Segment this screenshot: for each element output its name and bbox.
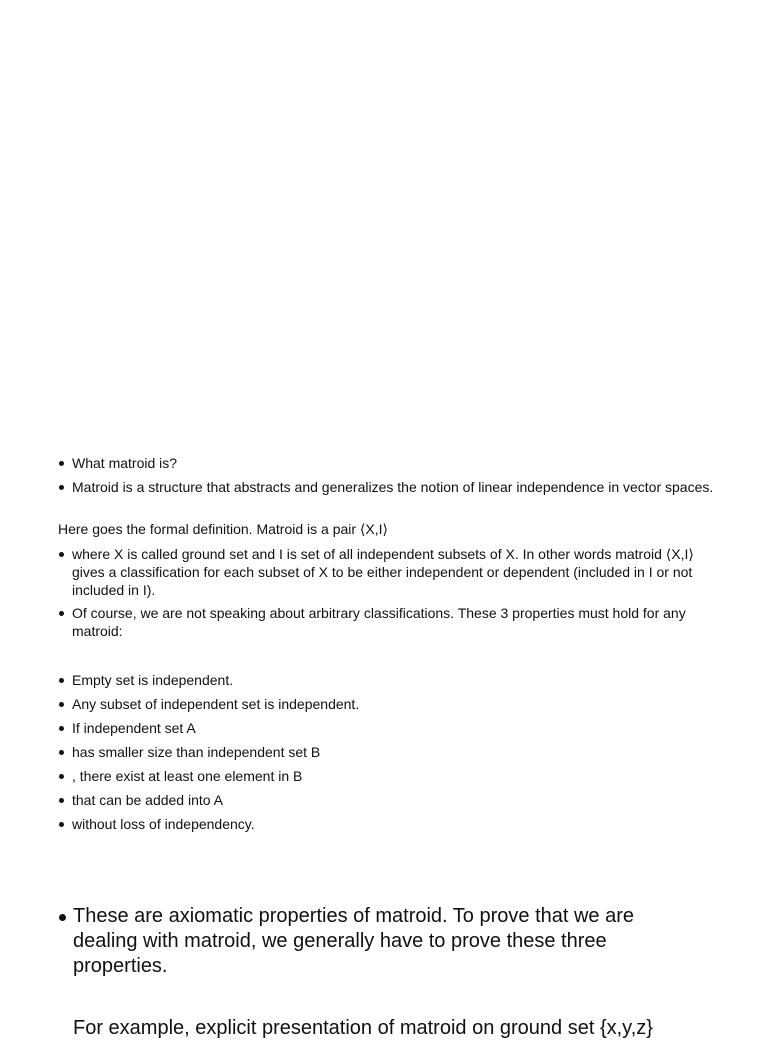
bullet-item-ground-set — [58, 545, 718, 599]
bullet-text: These are axiomatic properties of matroid. To prove that we are dealing with matroid, we generally have to prove these three properties. — [73, 905, 635, 977]
bullet-item-subset — [58, 695, 718, 713]
formal-definition-line: Here goes the formal definition. Matroid is a pair ⟨X,I⟩ — [58, 521, 388, 537]
bullet-text: without loss of independency. — [72, 816, 255, 832]
bullet-item-independency — [58, 815, 718, 833]
bullet-item-element-in-b — [58, 767, 718, 785]
bullet-item-added-into-a — [58, 791, 718, 809]
bullet-item-definition-summary — [58, 478, 718, 496]
bullet-item-smaller-size — [58, 743, 718, 761]
bullet-item-axiomatic-properties — [58, 904, 678, 979]
bullet-text: What matroid is? — [72, 455, 178, 471]
bullet-text: Any subset of independent set is independent. — [72, 696, 360, 712]
bullet-text: If independent set A — [72, 720, 196, 736]
cut-off-text — [58, 1016, 718, 1039]
bullet-text: where X is called ground set and I is set of all independent subsets of X. In other words matroid ⟨X,I⟩ gives a classification for each subset of X to be either independent or dependent (included in I or not included in I). — [72, 546, 694, 598]
bullet-text: that can be added into A — [72, 792, 224, 808]
bullet-text: has smaller size than independent set B — [72, 744, 321, 760]
bullet-text: Of course, we are not speaking about arbitrary classifications. These 3 properties must hold for any matroid: — [72, 605, 686, 639]
bullet-text: Matroid is a structure that abstracts and generalizes the notion of linear independence in vector spaces. — [72, 479, 714, 495]
bullet-item-properties-intro — [58, 604, 718, 640]
bullet-text: , there exist at least one element in B — [72, 768, 303, 784]
bullet-item-if-a — [58, 719, 718, 737]
bullet-text: Empty set is independent. — [72, 672, 234, 688]
cut-off-text-content: For example, explicit presentation of matroid on ground set {x,y,z} — [73, 1017, 653, 1039]
bullet-item-empty-set — [58, 671, 718, 689]
bullet-item-what-matroid — [58, 454, 718, 472]
